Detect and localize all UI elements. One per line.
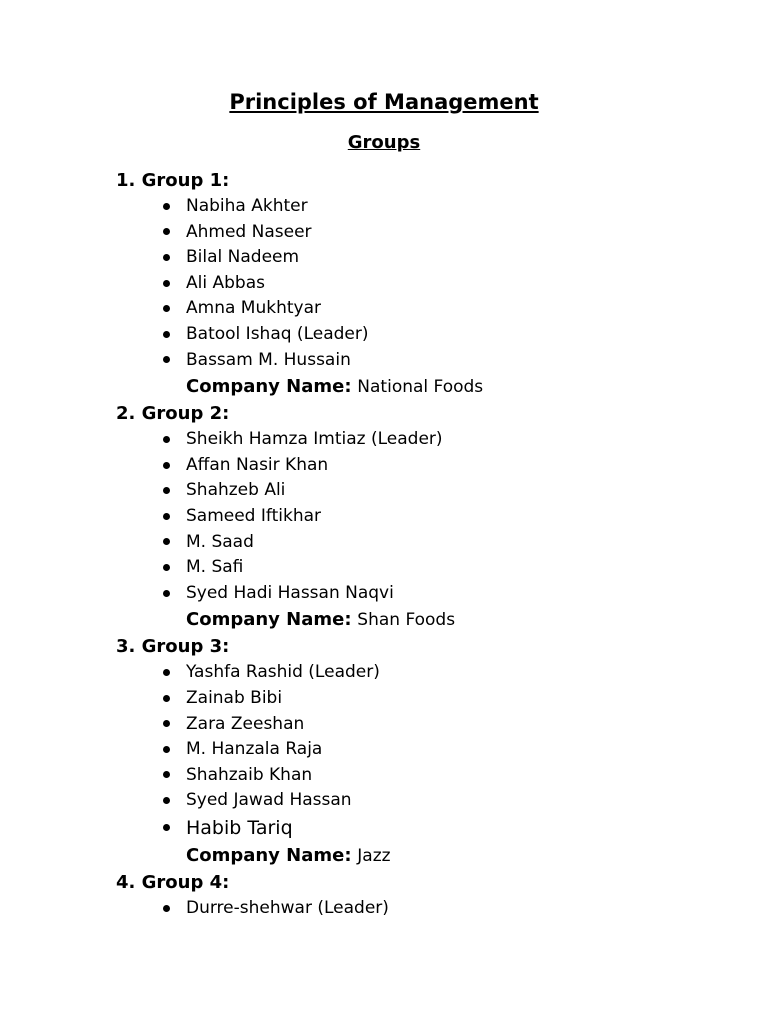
group-heading: 2. Group 2: <box>116 403 230 425</box>
bullet-icon <box>163 280 170 287</box>
bullet-icon <box>163 746 170 753</box>
member-name: Affan Nasir Khan <box>186 454 329 475</box>
group-heading: 4. Group 4: <box>116 871 230 893</box>
bullet-icon <box>163 720 170 727</box>
company-line <box>116 842 736 870</box>
list-item <box>186 504 736 530</box>
group-1 <box>116 168 736 401</box>
member-name: Habib Tariq <box>186 816 293 839</box>
bullet-icon <box>163 797 170 804</box>
member-name: Sheikh Hamza Imtiaz (Leader) <box>186 429 443 450</box>
list-item <box>186 896 736 922</box>
member-name: Shahzeb Ali <box>186 480 286 501</box>
company-label: Company Name: <box>186 844 352 866</box>
member-name: Batool Ishaq (Leader) <box>186 323 369 344</box>
list-item <box>186 478 736 504</box>
list-item <box>186 427 736 453</box>
member-name: M. Saad <box>186 531 254 552</box>
list-item <box>186 296 736 322</box>
list-item <box>186 530 736 556</box>
groups-list <box>116 168 736 921</box>
list-item <box>186 814 736 842</box>
group-3 <box>116 634 736 870</box>
company-label: Company Name: <box>186 376 352 398</box>
group-heading: 1. Group 1: <box>116 170 230 191</box>
group-4 <box>116 870 736 922</box>
list-item <box>186 686 736 712</box>
list-item <box>186 555 736 581</box>
bullet-icon <box>163 538 170 545</box>
member-name: Yashfa Rashid (Leader) <box>186 662 380 683</box>
bullet-icon <box>163 436 170 443</box>
member-name: M. Hanzala Raja <box>186 739 323 760</box>
member-name: Sameed Iftikhar <box>186 505 321 526</box>
list-item <box>186 322 736 348</box>
group-heading: 3. Group 3: <box>116 636 230 658</box>
member-name: Shahzaib Khan <box>186 764 313 785</box>
member-list <box>116 896 736 922</box>
bullet-icon <box>163 590 170 597</box>
document-title: Principles of Management <box>229 90 539 114</box>
member-name: Zara Zeeshan <box>186 713 305 734</box>
bullet-icon <box>163 487 170 494</box>
member-name: M. Safi <box>186 557 244 578</box>
list-item <box>186 348 736 374</box>
member-list <box>116 660 736 842</box>
list-item <box>186 788 736 814</box>
bullet-icon <box>163 905 170 912</box>
company-name: Shan Foods <box>357 610 456 631</box>
member-name: Durre-shehwar (Leader) <box>186 897 389 918</box>
company-label: Company Name: <box>186 609 352 631</box>
bullet-icon <box>163 305 170 312</box>
bullet-icon <box>163 513 170 520</box>
bullet-icon <box>163 564 170 571</box>
bullet-icon <box>163 824 170 831</box>
list-item <box>186 194 736 220</box>
member-list <box>116 427 736 606</box>
member-name: Syed Hadi Hassan Naqvi <box>186 582 394 603</box>
company-line <box>116 606 736 634</box>
bullet-icon <box>163 669 170 676</box>
list-item <box>186 271 736 297</box>
bullet-icon <box>163 771 170 778</box>
document-subtitle: Groups <box>347 132 421 153</box>
list-item <box>186 453 736 479</box>
company-line <box>116 373 736 401</box>
member-name: Zainab Bibi <box>186 687 283 708</box>
member-name: Bilal Nadeem <box>186 247 300 268</box>
list-item <box>186 737 736 763</box>
list-item <box>186 763 736 789</box>
bullet-icon <box>163 203 170 210</box>
bullet-icon <box>163 695 170 702</box>
member-name: Ahmed Naseer <box>186 221 312 242</box>
member-name: Bassam M. Hussain <box>186 349 351 370</box>
list-item <box>186 660 736 686</box>
list-item <box>186 245 736 271</box>
member-list <box>116 194 736 373</box>
bullet-icon <box>163 462 170 469</box>
list-item <box>186 712 736 738</box>
member-name: Ali Abbas <box>186 272 265 293</box>
member-name: Nabiha Akhter <box>186 196 308 216</box>
list-item <box>186 220 736 246</box>
bullet-icon <box>163 331 170 338</box>
bullet-icon <box>163 356 170 363</box>
list-item <box>186 581 736 607</box>
bullet-icon <box>163 254 170 261</box>
member-name: Amna Mukhtyar <box>186 298 321 319</box>
group-2 <box>116 401 736 634</box>
bullet-icon <box>163 228 170 235</box>
member-name: Syed Jawad Hassan <box>186 790 352 811</box>
company-name: National Foods <box>357 377 484 398</box>
company-name: Jazz <box>357 845 391 866</box>
